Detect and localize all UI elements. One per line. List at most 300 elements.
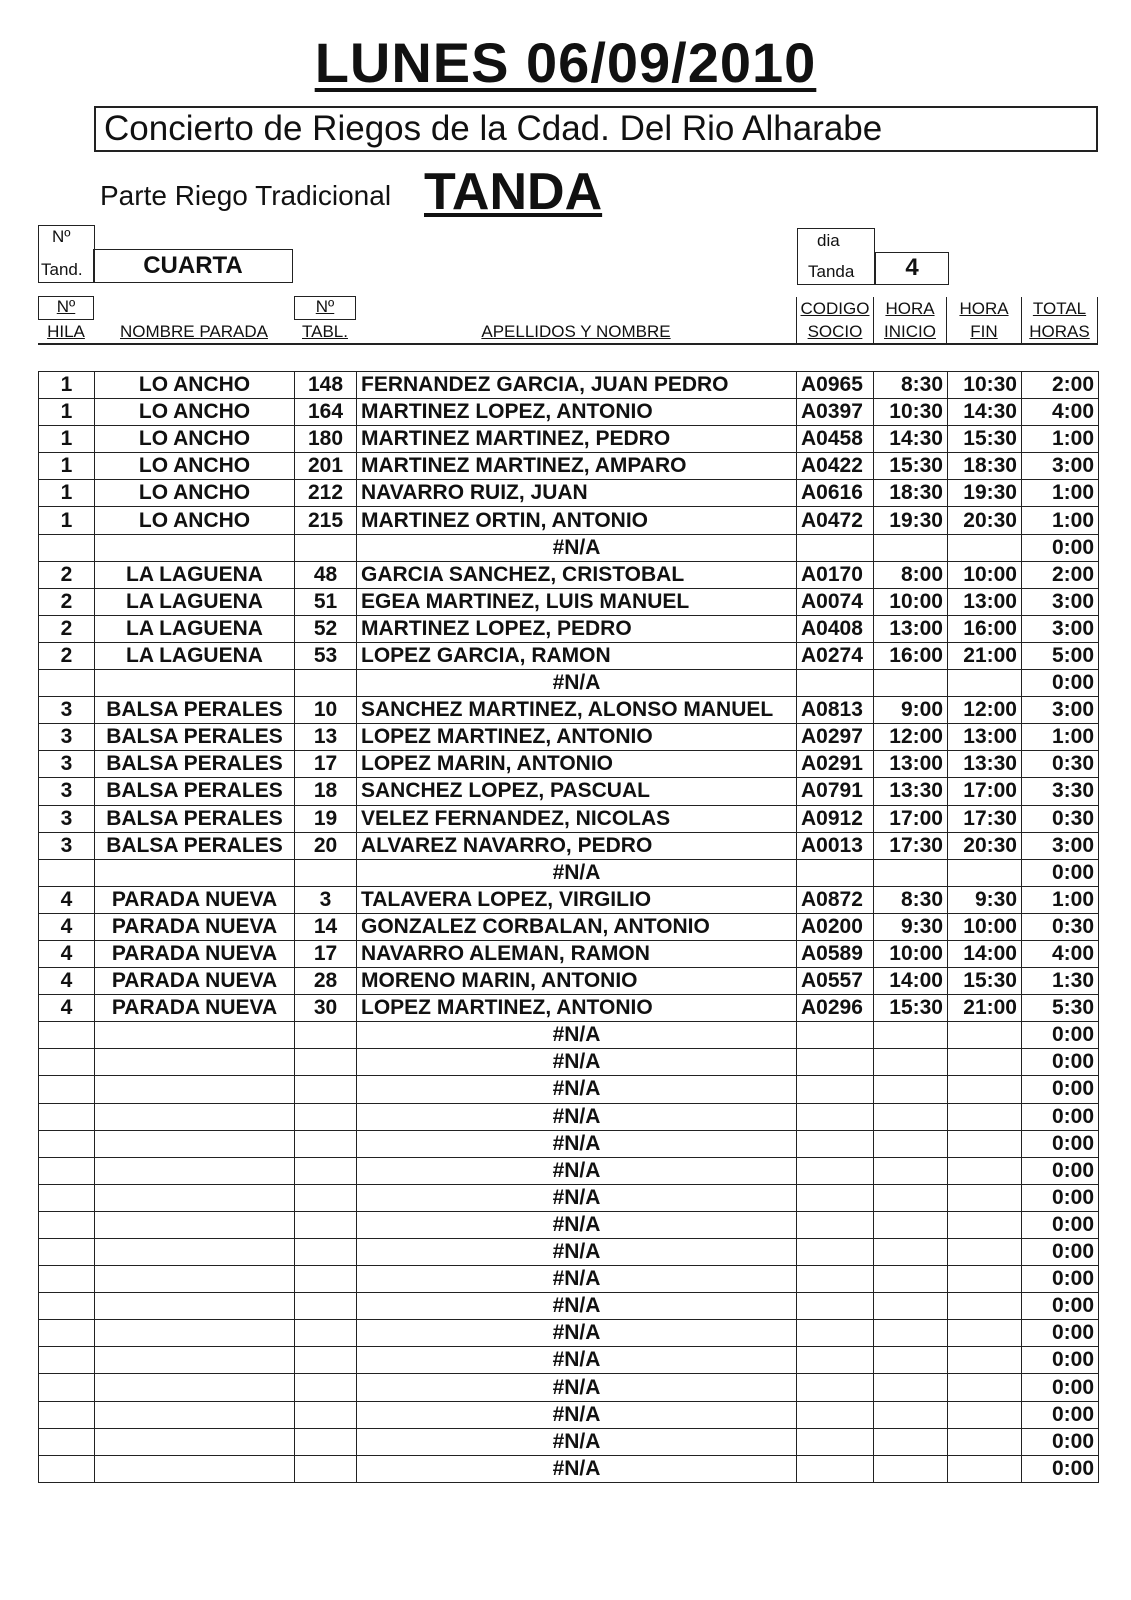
tanda-heading: TANDA [424, 163, 603, 221]
cell-total: 0:00 [1022, 534, 1099, 561]
table-row [39, 399, 1099, 426]
cell-nombre: NAVARRO ALEMAN, RAMON [357, 940, 797, 967]
cell-tabl: 13 [295, 724, 357, 751]
cell-hila: 1 [39, 399, 95, 426]
cell-nombre: MARTINEZ MARTINEZ, AMPARO [357, 453, 797, 480]
cell-tabl [295, 1347, 357, 1374]
cell-parada [95, 1049, 295, 1076]
cell-nombre: MORENO MARIN, ANTONIO [357, 968, 797, 995]
cell-codigo: A0291 [797, 751, 874, 778]
cell-hila [39, 1266, 95, 1293]
cell-fin: 10:00 [948, 561, 1022, 588]
cell-total: 0:00 [1022, 1211, 1099, 1238]
cell-nombre: #N/A [357, 1293, 797, 1320]
cell-hila: 1 [39, 480, 95, 507]
cell-total: 0:00 [1022, 1428, 1099, 1455]
cell-total: 1:00 [1022, 426, 1099, 453]
cell-inicio: 8:30 [874, 372, 948, 399]
cell-total: 0:00 [1022, 1130, 1099, 1157]
cell-fin: 20:30 [948, 507, 1022, 534]
cell-hila [39, 1103, 95, 1130]
cell-parada [95, 1239, 295, 1266]
cell-parada [95, 1374, 295, 1401]
table-row [39, 778, 1099, 805]
table-row [39, 561, 1099, 588]
cell-hila [39, 1076, 95, 1103]
cell-tabl: 48 [295, 561, 357, 588]
cell-nombre: #N/A [357, 1374, 797, 1401]
cell-nombre: #N/A [357, 1428, 797, 1455]
table-row [39, 1184, 1099, 1211]
total-header-bottom: HORAS [1029, 322, 1090, 341]
table-row [39, 1320, 1099, 1347]
cell-nombre: #N/A [357, 1157, 797, 1184]
cell-nombre: SANCHEZ MARTINEZ, ALONSO MANUEL [357, 697, 797, 724]
tabl-header-top: Nº [315, 297, 335, 316]
cell-parada: BALSA PERALES [95, 724, 295, 751]
cell-fin: 21:00 [948, 995, 1022, 1022]
cell-nombre: MARTINEZ MARTINEZ, PEDRO [357, 426, 797, 453]
cell-fin [948, 859, 1022, 886]
cell-total: 0:30 [1022, 913, 1099, 940]
table-row [39, 507, 1099, 534]
cell-parada [95, 1401, 295, 1428]
cell-tabl [295, 1103, 357, 1130]
cell-nombre: #N/A [357, 1049, 797, 1076]
cell-fin: 13:30 [948, 751, 1022, 778]
cell-fin: 17:00 [948, 778, 1022, 805]
cell-fin: 10:00 [948, 913, 1022, 940]
cell-parada [95, 670, 295, 697]
cell-fin: 16:00 [948, 615, 1022, 642]
tand-label: Tand. [41, 260, 83, 279]
cell-tabl: 51 [295, 588, 357, 615]
cell-total: 0:00 [1022, 1266, 1099, 1293]
cell-hila: 2 [39, 561, 95, 588]
cell-inicio: 9:30 [874, 913, 948, 940]
cell-codigo: A0013 [797, 832, 874, 859]
cell-parada: LO ANCHO [95, 399, 295, 426]
cell-inicio: 15:30 [874, 995, 948, 1022]
cell-hila: 3 [39, 832, 95, 859]
table-row [39, 588, 1099, 615]
cell-codigo: A0170 [797, 561, 874, 588]
cell-total: 3:30 [1022, 778, 1099, 805]
cell-inicio: 16:00 [874, 642, 948, 669]
cell-parada: BALSA PERALES [95, 805, 295, 832]
cell-nombre: NAVARRO RUIZ, JUAN [357, 480, 797, 507]
table-row [39, 1293, 1099, 1320]
cell-nombre: LOPEZ MARTINEZ, ANTONIO [357, 724, 797, 751]
cell-codigo: A0408 [797, 615, 874, 642]
cell-fin [948, 1157, 1022, 1184]
cell-hila [39, 1347, 95, 1374]
cell-nombre: #N/A [357, 670, 797, 697]
cell-fin [948, 1428, 1022, 1455]
cell-total: 3:00 [1022, 832, 1099, 859]
cell-nombre: GONZALEZ CORBALAN, ANTONIO [357, 913, 797, 940]
cell-codigo [797, 1022, 874, 1049]
cell-parada [95, 1076, 295, 1103]
cell-total: 0:30 [1022, 751, 1099, 778]
codigo-header-bottom: SOCIO [807, 322, 863, 341]
cell-codigo [797, 1130, 874, 1157]
cell-tabl: 17 [295, 940, 357, 967]
cell-codigo [797, 859, 874, 886]
cell-inicio [874, 1374, 948, 1401]
cell-tabl [295, 1049, 357, 1076]
cell-hila [39, 1022, 95, 1049]
cell-tabl: 148 [295, 372, 357, 399]
cell-nombre: LOPEZ GARCIA, RAMON [357, 642, 797, 669]
cell-hila: 2 [39, 642, 95, 669]
cell-inicio: 10:30 [874, 399, 948, 426]
cell-tabl [295, 1157, 357, 1184]
cell-hila [39, 1374, 95, 1401]
cell-hila [39, 1211, 95, 1238]
cell-nombre: FERNANDEZ GARCIA, JUAN PEDRO [357, 372, 797, 399]
inicio-header-top: HORA [885, 299, 935, 318]
cell-fin [948, 534, 1022, 561]
cell-nombre: VELEZ FERNANDEZ, NICOLAS [357, 805, 797, 832]
cell-hila: 3 [39, 778, 95, 805]
cell-inicio [874, 1455, 948, 1482]
cell-total: 1:00 [1022, 480, 1099, 507]
cell-nombre: #N/A [357, 534, 797, 561]
cell-parada [95, 1455, 295, 1482]
cell-fin: 15:30 [948, 968, 1022, 995]
cell-fin [948, 1184, 1022, 1211]
cell-inicio: 8:30 [874, 886, 948, 913]
cell-codigo: A0813 [797, 697, 874, 724]
cell-hila: 4 [39, 968, 95, 995]
cell-total: 2:00 [1022, 372, 1099, 399]
cell-codigo [797, 1076, 874, 1103]
cell-parada: LO ANCHO [95, 507, 295, 534]
cell-hila: 4 [39, 995, 95, 1022]
cell-parada: LA LAGUENA [95, 561, 295, 588]
cell-parada: LA LAGUENA [95, 615, 295, 642]
cell-inicio: 14:00 [874, 968, 948, 995]
cell-hila [39, 1184, 95, 1211]
cell-inicio [874, 1347, 948, 1374]
codigo-header-top: CODIGO [800, 299, 870, 318]
cell-hila: 1 [39, 372, 95, 399]
cell-tabl: 14 [295, 913, 357, 940]
cell-parada: BALSA PERALES [95, 778, 295, 805]
cell-codigo [797, 1293, 874, 1320]
cell-tabl: 18 [295, 778, 357, 805]
cell-inicio: 19:30 [874, 507, 948, 534]
table-row [39, 1401, 1099, 1428]
cell-total: 3:00 [1022, 615, 1099, 642]
cell-inicio [874, 534, 948, 561]
cell-codigo: A0557 [797, 968, 874, 995]
cell-parada [95, 1293, 295, 1320]
table-row [39, 859, 1099, 886]
cell-nombre: MARTINEZ ORTIN, ANTONIO [357, 507, 797, 534]
cell-tabl [295, 1401, 357, 1428]
cell-codigo: A0791 [797, 778, 874, 805]
cell-fin [948, 1347, 1022, 1374]
parada-header: NOMBRE PARADA [120, 322, 268, 341]
cell-fin: 12:00 [948, 697, 1022, 724]
cell-parada: PARADA NUEVA [95, 940, 295, 967]
cell-tabl: 17 [295, 751, 357, 778]
cell-hila: 4 [39, 886, 95, 913]
cell-nombre: TALAVERA LOPEZ, VIRGILIO [357, 886, 797, 913]
cell-nombre: #N/A [357, 1455, 797, 1482]
cell-total: 0:00 [1022, 1347, 1099, 1374]
cell-codigo [797, 1374, 874, 1401]
cell-total: 1:00 [1022, 886, 1099, 913]
cell-total: 3:00 [1022, 588, 1099, 615]
cell-inicio: 10:00 [874, 940, 948, 967]
cell-fin [948, 1320, 1022, 1347]
cell-total: 0:00 [1022, 670, 1099, 697]
cell-total: 3:00 [1022, 697, 1099, 724]
header-bottom-rule [38, 344, 1098, 346]
dia-tanda-label: Tanda [808, 262, 855, 281]
cell-hila [39, 670, 95, 697]
cell-fin [948, 1049, 1022, 1076]
cell-hila [39, 1239, 95, 1266]
cell-nombre: #N/A [357, 1320, 797, 1347]
cell-fin [948, 1211, 1022, 1238]
cell-inicio: 8:00 [874, 561, 948, 588]
cell-inicio [874, 1266, 948, 1293]
cell-fin [948, 1266, 1022, 1293]
cell-fin: 20:30 [948, 832, 1022, 859]
cell-parada [95, 1103, 295, 1130]
cell-total: 1:30 [1022, 968, 1099, 995]
cell-inicio [874, 1293, 948, 1320]
cell-parada [95, 859, 295, 886]
cell-nombre: MARTINEZ LOPEZ, ANTONIO [357, 399, 797, 426]
cell-nombre: #N/A [357, 1266, 797, 1293]
cell-fin: 13:00 [948, 588, 1022, 615]
cell-hila: 4 [39, 940, 95, 967]
cell-parada: PARADA NUEVA [95, 995, 295, 1022]
cell-hila [39, 1401, 95, 1428]
inicio-header-bottom: INICIO [884, 322, 936, 341]
cell-inicio: 18:30 [874, 480, 948, 507]
table-row [39, 1455, 1099, 1482]
hila-header-bottom: HILA [47, 322, 85, 341]
cell-hila: 1 [39, 507, 95, 534]
table-row [39, 1347, 1099, 1374]
cell-tabl: 28 [295, 968, 357, 995]
cell-inicio [874, 1049, 948, 1076]
cell-inicio: 9:00 [874, 697, 948, 724]
table-row [39, 1103, 1099, 1130]
table-row [39, 940, 1099, 967]
cell-tabl [295, 670, 357, 697]
cell-codigo: A0397 [797, 399, 874, 426]
cell-hila [39, 1130, 95, 1157]
cell-nombre: #N/A [357, 1401, 797, 1428]
cell-inicio [874, 670, 948, 697]
cell-codigo [797, 1049, 874, 1076]
cell-tabl [295, 1266, 357, 1293]
cell-tabl [295, 1455, 357, 1482]
cell-inicio: 13:00 [874, 615, 948, 642]
cell-nombre: ALVAREZ NAVARRO, PEDRO [357, 832, 797, 859]
table-row [39, 697, 1099, 724]
table-row [39, 1428, 1099, 1455]
cell-codigo: A0472 [797, 507, 874, 534]
cell-hila: 1 [39, 426, 95, 453]
cell-inicio [874, 1320, 948, 1347]
cell-total: 4:00 [1022, 399, 1099, 426]
cell-parada: LO ANCHO [95, 372, 295, 399]
cell-parada [95, 1022, 295, 1049]
table-row [39, 1130, 1099, 1157]
cell-nombre: LOPEZ MARIN, ANTONIO [357, 751, 797, 778]
organization-title: Concierto de Riegos de la Cdad. Del Rio Alharabe [94, 106, 1098, 152]
cell-tabl [295, 1293, 357, 1320]
tabl-header-bottom: TABL. [302, 322, 348, 341]
cell-hila: 3 [39, 805, 95, 832]
hila-header-top: Nº [56, 297, 76, 316]
cell-total: 5:00 [1022, 642, 1099, 669]
cell-fin [948, 1293, 1022, 1320]
cell-parada: PARADA NUEVA [95, 968, 295, 995]
tand-n-label: Nº [52, 227, 71, 246]
cell-hila [39, 1455, 95, 1482]
cell-total: 2:00 [1022, 561, 1099, 588]
cell-nombre: #N/A [357, 1347, 797, 1374]
cell-parada [95, 534, 295, 561]
cell-parada [95, 1184, 295, 1211]
cell-tabl [295, 1320, 357, 1347]
cell-tabl [295, 1022, 357, 1049]
cell-nombre: #N/A [357, 1211, 797, 1238]
table-row [39, 1022, 1099, 1049]
cell-fin [948, 1130, 1022, 1157]
cell-tabl: 10 [295, 697, 357, 724]
cell-codigo [797, 1401, 874, 1428]
cell-parada: BALSA PERALES [95, 751, 295, 778]
cell-tabl [295, 1130, 357, 1157]
cell-inicio: 17:00 [874, 805, 948, 832]
cell-inicio [874, 1401, 948, 1428]
cell-fin [948, 1103, 1022, 1130]
cell-total: 0:00 [1022, 1293, 1099, 1320]
cell-fin: 19:30 [948, 480, 1022, 507]
cell-total: 3:00 [1022, 453, 1099, 480]
cell-inicio: 15:30 [874, 453, 948, 480]
table-row [39, 534, 1099, 561]
cell-total: 1:00 [1022, 507, 1099, 534]
cell-total: 0:00 [1022, 1401, 1099, 1428]
table-row [39, 1049, 1099, 1076]
cell-hila [39, 534, 95, 561]
nombre-header: APELLIDOS Y NOMBRE [481, 322, 671, 341]
cell-inicio: 10:00 [874, 588, 948, 615]
cell-nombre: EGEA MARTINEZ, LUIS MANUEL [357, 588, 797, 615]
cell-hila: 1 [39, 453, 95, 480]
cell-codigo [797, 1320, 874, 1347]
cell-tabl: 19 [295, 805, 357, 832]
cell-total: 0:00 [1022, 1374, 1099, 1401]
cell-parada [95, 1130, 295, 1157]
cell-parada: LO ANCHO [95, 453, 295, 480]
cell-inicio [874, 1022, 948, 1049]
cell-tabl [295, 1428, 357, 1455]
cell-tabl: 164 [295, 399, 357, 426]
cell-parada [95, 1211, 295, 1238]
cell-hila [39, 1293, 95, 1320]
cell-codigo: A0274 [797, 642, 874, 669]
cell-fin [948, 1076, 1022, 1103]
tanda-value: CUARTA [93, 249, 293, 283]
cell-total: 0:00 [1022, 1320, 1099, 1347]
cell-parada [95, 1428, 295, 1455]
cell-total: 4:00 [1022, 940, 1099, 967]
table-row [39, 913, 1099, 940]
cell-codigo [797, 1239, 874, 1266]
cell-fin: 14:00 [948, 940, 1022, 967]
cell-fin [948, 1022, 1022, 1049]
cell-parada: BALSA PERALES [95, 832, 295, 859]
cell-codigo [797, 670, 874, 697]
table-row [39, 670, 1099, 697]
cell-total: 0:00 [1022, 1103, 1099, 1130]
cell-codigo [797, 1103, 874, 1130]
cell-total: 0:00 [1022, 1049, 1099, 1076]
cell-nombre: LOPEZ MARTINEZ, ANTONIO [357, 995, 797, 1022]
cell-inicio [874, 859, 948, 886]
cell-fin: 18:30 [948, 453, 1022, 480]
cell-hila: 2 [39, 615, 95, 642]
cell-parada: LO ANCHO [95, 426, 295, 453]
cell-inicio: 14:30 [874, 426, 948, 453]
cell-parada [95, 1320, 295, 1347]
cell-total: 0:00 [1022, 1239, 1099, 1266]
cell-codigo [797, 1157, 874, 1184]
cell-tabl [295, 1239, 357, 1266]
cell-fin [948, 1455, 1022, 1482]
cell-inicio: 17:30 [874, 832, 948, 859]
cell-hila [39, 859, 95, 886]
fin-header-bottom: FIN [970, 322, 998, 341]
cell-nombre: GARCIA SANCHEZ, CRISTOBAL [357, 561, 797, 588]
cell-codigo [797, 1455, 874, 1482]
parte-label: Parte Riego Tradicional [100, 180, 392, 211]
cell-inicio: 13:00 [874, 751, 948, 778]
cell-codigo: A0200 [797, 913, 874, 940]
cell-tabl [295, 859, 357, 886]
cell-total: 0:00 [1022, 859, 1099, 886]
cell-codigo: A0074 [797, 588, 874, 615]
cell-tabl: 215 [295, 507, 357, 534]
cell-inicio [874, 1130, 948, 1157]
cell-parada [95, 1157, 295, 1184]
cell-nombre: #N/A [357, 1239, 797, 1266]
cell-fin: 13:00 [948, 724, 1022, 751]
table-row [39, 1157, 1099, 1184]
cell-hila: 4 [39, 913, 95, 940]
cell-codigo: A0422 [797, 453, 874, 480]
cell-fin [948, 1374, 1022, 1401]
cell-fin [948, 1239, 1022, 1266]
cell-codigo: A0296 [797, 995, 874, 1022]
cell-codigo [797, 1347, 874, 1374]
table-row [39, 426, 1099, 453]
table-row [39, 968, 1099, 995]
dia-label: dia [817, 231, 840, 250]
